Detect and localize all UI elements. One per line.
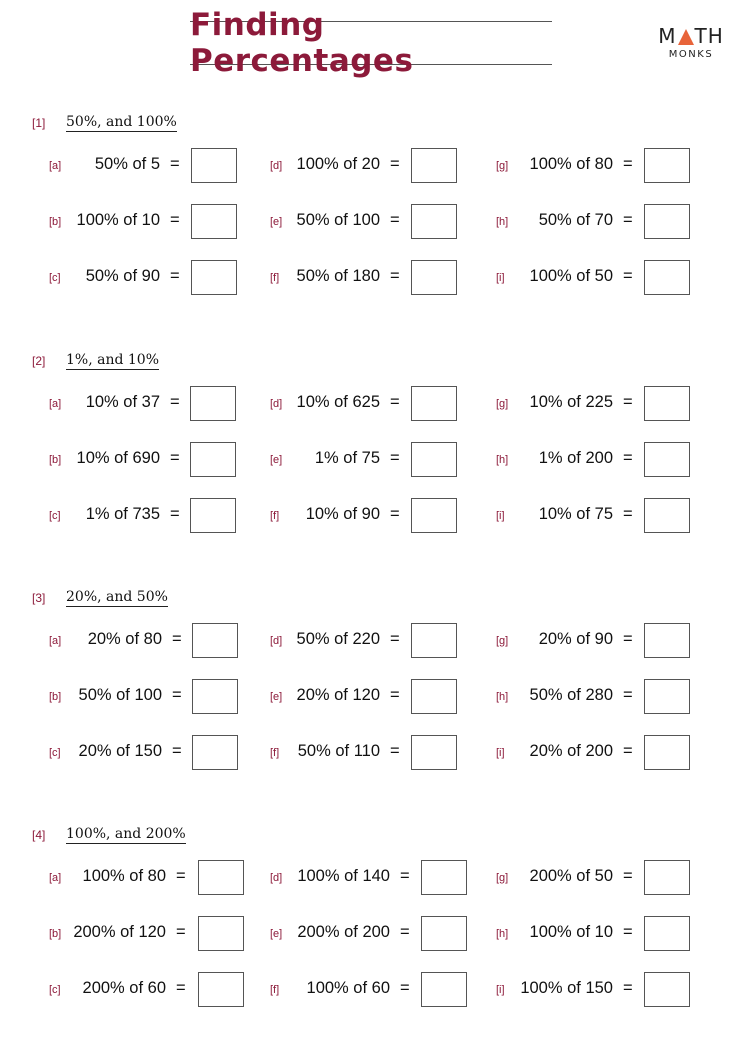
problem-item [0,260,742,296]
problem-expression: 100% of 10 [529,923,613,941]
problem-label: [i] [496,984,505,996]
equals-sign: = [170,155,180,173]
problem-expression: 20% of 90 [538,630,613,648]
problem-expression: 100% of 80 [82,867,166,885]
problem-label: [c] [49,984,61,996]
problem-expression: 1% of 735 [85,505,160,523]
answer-box[interactable] [644,204,690,239]
answer-box[interactable] [644,679,690,714]
answer-box[interactable] [644,260,690,295]
problem-label: [b] [49,454,62,466]
equals-sign: = [623,211,633,229]
problem-expression: 50% of 180 [296,267,380,285]
problem-label: [b] [49,216,62,228]
equals-sign: = [623,979,633,997]
problem-label: [b] [49,691,62,703]
problem-expression: 20% of 200 [529,742,613,760]
section-title: 100%, and 200% [66,826,186,842]
equals-sign: = [170,505,180,523]
equals-sign: = [172,630,182,648]
problem-expression: 50% of 5 [94,155,160,173]
equals-sign: = [400,979,410,997]
equals-sign: = [170,267,180,285]
logo-text-th: TH [694,24,724,48]
problem-expression: 100% of 50 [529,267,613,285]
problem-item [0,679,742,715]
problem-label: [e] [270,216,283,228]
problem-label: [e] [270,928,283,940]
problem-expression: 1% of 200 [538,449,613,467]
problem-expression: 200% of 120 [73,923,166,941]
equals-sign: = [172,686,182,704]
equals-sign: = [390,267,400,285]
problem-expression: 50% of 280 [529,686,613,704]
problem-label: [a] [49,872,62,884]
problem-label: [f] [270,747,280,759]
problem-label: [c] [49,747,61,759]
problem-label: [f] [270,272,280,284]
problem-expression: 20% of 120 [296,686,380,704]
problem-label: [h] [496,691,509,703]
section-number: [2] [32,354,46,368]
logo-text-m: M [658,24,677,48]
section-title: 1%, and 10% [66,352,160,368]
answer-box[interactable] [644,972,690,1007]
equals-sign: = [400,867,410,885]
problem-expression: 100% of 150 [520,979,613,997]
problem-label: [a] [49,160,62,172]
problem-label: [d] [270,872,283,884]
equals-sign: = [623,449,633,467]
section-title: 20%, and 50% [66,589,168,605]
equals-sign: = [390,505,400,523]
problem-expression: 10% of 37 [85,393,160,411]
triangle-logo-icon [678,29,694,45]
equals-sign: = [390,449,400,467]
section-number: [3] [32,591,46,605]
problem-expression: 100% of 140 [297,867,390,885]
answer-box[interactable] [644,442,690,477]
problem-label: [a] [49,398,62,410]
problem-label: [g] [496,635,509,647]
equals-sign: = [390,686,400,704]
problem-label: [a] [49,635,62,647]
problem-item [0,386,742,422]
equals-sign: = [176,923,186,941]
problem-item [0,442,742,478]
problem-expression: 10% of 90 [305,505,380,523]
problem-label: [e] [270,691,283,703]
logo-subtext: MONKS [668,49,714,60]
problem-label: [g] [496,872,509,884]
equals-sign: = [623,630,633,648]
section-number: [1] [32,116,46,130]
answer-box[interactable] [644,623,690,658]
equals-sign: = [400,923,410,941]
problem-expression: 10% of 690 [76,449,160,467]
answer-box[interactable] [644,735,690,770]
problem-expression: 50% of 70 [538,211,613,229]
problem-expression: 100% of 20 [296,155,380,173]
problem-label: [i] [496,272,505,284]
problem-expression: 50% of 220 [296,630,380,648]
problem-expression: 50% of 100 [296,211,380,229]
problem-label: [h] [496,454,509,466]
problem-label: [h] [496,216,509,228]
equals-sign: = [623,923,633,941]
problem-item [0,148,742,184]
equals-sign: = [623,742,633,760]
equals-sign: = [176,867,186,885]
problem-label: [c] [49,272,61,284]
problem-expression: 50% of 100 [78,686,162,704]
page-title: Finding Percentages [190,7,414,79]
problem-expression: 200% of 200 [297,923,390,941]
problem-expression: 10% of 625 [296,393,380,411]
equals-sign: = [390,742,400,760]
equals-sign: = [390,630,400,648]
equals-sign: = [623,867,633,885]
problem-label: [b] [49,928,62,940]
problem-label: [i] [496,510,505,522]
problem-expression: 20% of 150 [78,742,162,760]
equals-sign: = [176,979,186,997]
equals-sign: = [170,393,180,411]
answer-box[interactable] [644,386,690,421]
problem-label: [f] [270,984,280,996]
problem-item [0,735,742,771]
problem-label: [d] [270,160,283,172]
problem-label: [f] [270,510,280,522]
problem-label: [i] [496,747,505,759]
problem-expression: 10% of 75 [538,505,613,523]
equals-sign: = [623,686,633,704]
problem-label: [g] [496,398,509,410]
answer-box[interactable] [644,916,690,951]
problem-expression: 50% of 90 [85,267,160,285]
answer-box[interactable] [644,498,690,533]
worksheet-title-bar [190,7,552,79]
problem-item [0,916,742,952]
equals-sign: = [390,155,400,173]
problem-expression: 100% of 60 [306,979,390,997]
section-title: 50%, and 100% [66,114,177,130]
equals-sign: = [170,449,180,467]
problem-expression: 200% of 50 [529,867,613,885]
answer-box[interactable] [644,148,690,183]
equals-sign: = [170,211,180,229]
problem-item [0,972,742,1008]
problem-label: [h] [496,928,509,940]
equals-sign: = [623,505,633,523]
equals-sign: = [623,155,633,173]
problem-label: [c] [49,510,61,522]
problem-expression: 200% of 60 [82,979,166,997]
problem-label: [e] [270,454,283,466]
problem-expression: 100% of 80 [529,155,613,173]
problem-item [0,860,742,896]
equals-sign: = [623,393,633,411]
problem-expression: 1% of 75 [314,449,380,467]
answer-box[interactable] [644,860,690,895]
math-monks-logo [656,26,726,60]
problem-label: [d] [270,398,283,410]
problem-expression: 20% of 80 [87,630,162,648]
problem-item [0,623,742,659]
equals-sign: = [390,211,400,229]
problem-item [0,204,742,240]
problem-label: [g] [496,160,509,172]
equals-sign: = [390,393,400,411]
equals-sign: = [172,742,182,760]
problem-expression: 10% of 225 [529,393,613,411]
section-number: [4] [32,828,46,842]
problem-expression: 50% of 110 [297,742,380,760]
problem-label: [d] [270,635,283,647]
equals-sign: = [623,267,633,285]
problem-expression: 100% of 10 [76,211,160,229]
problem-item [0,498,742,534]
